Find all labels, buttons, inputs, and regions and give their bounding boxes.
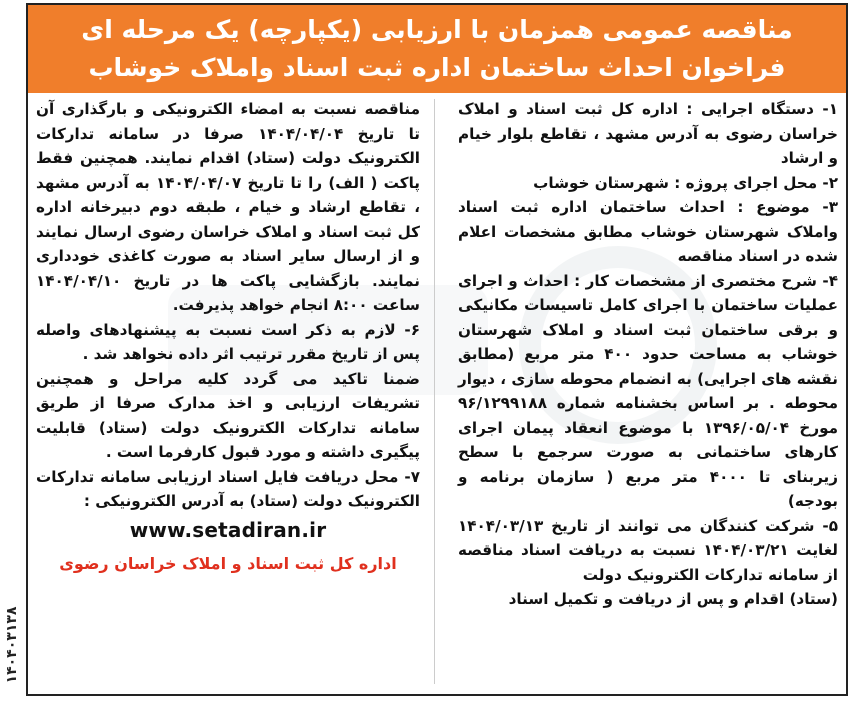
item-2-location: ۲- محل اجرای پروژه : شهرستان خوشاب xyxy=(533,173,838,192)
side-serial-number xyxy=(2,590,22,700)
item-1-agency: ۱- دستگاه اجرایی : اداره کل ثبت اسناد و املاک خراسان رضوی به آدرس مشهد ، تقاطع بلوار خیام و ارشاد xyxy=(458,100,838,167)
item-5-participants: ۵- شرکت کنندگان می توانند از تاریخ ۱۴۰۴/۰۳/۱۳ لغایت ۱۴۰۴/۰۳/۲۱ نسبت به دریافت اسناد مناقصه از سامانه تدارکات الکترونیک دولت xyxy=(458,516,838,584)
item-4-description: ۴- شرح مختصری از مشخصات کار : احداث و اجرای عملیات ساختمان با اجرای کامل تاسیسات مکانیکی و برقی ساختمان ثبت اسناد و املاک شهرستان خوشاب به مساحت حدود ۴۰۰ متر مربع (مطابق نقشه های اجرایی) به انضمام محوطه سازی ، دیوار محوطه . بر اساس بخشنامه شماره ۹۶/۱۲۹۹۱۸۸ مورخ ۱۳۹۶/۰۵/۰۴ با موضوع انعقاد پیمان اجرای کارهای ساختمانی به صورت سرجمع با سطح زیربنای تا ۴۰۰۰ متر مربع ( سازمان برنامه و بودجه) xyxy=(458,271,838,510)
item-7-documents-source: ۷- محل دریافت فایل اسناد ارزیابی سامانه تدارکات الکترونیک دولت (ستاد) به آدرس الکترونیکی : xyxy=(36,467,420,510)
side-serial-text: ۱۴۰۴۰۳۱۳۸ xyxy=(4,606,20,684)
submission-paragraph: مناقصه نسبت به امضاء الکترونیکی و بارگذاری آن تا تاریخ ۱۴۰۴/۰۴/۰۴ صرفا در سامانه تدارکات الکترونیک دولت (ستاد) اقدام نمایند. همچنین فقط پاکت ( الف) را تا تاریخ ۱۴۰۴/۰۴/۰۷ به آدرس مشهد ، تقاطع ارشاد و خیام ، طبقه دوم دبیرخانه اداره کل ثبت اسناد و املاک خراسان رضوی ارسال نمایند و از ارسال سایر اسناد به صورت کاغذی خودداری نمایند. بازگشایی پاکت ها در تاریخ ۱۴۰۴/۰۴/۱۰ ساعت ۸:۰۰ انجام خواهد پذیرفت. xyxy=(36,100,420,314)
column-divider xyxy=(434,99,435,684)
setad-url-link[interactable]: www.setadiran.ir xyxy=(129,517,327,542)
header-title-line2: فراخوان احداث ساختمان اداره ثبت اسناد واملاک خوشاب xyxy=(88,53,786,82)
item-5-continued: (ستاد) اقدام و پس از دریافت و تکمیل اسناد xyxy=(508,590,838,608)
header-title-line1: مناقصه عمومی همزمان با ارزیابی (یکپارچه) یک مرحله ای xyxy=(81,15,793,44)
ad-header xyxy=(28,5,846,93)
left-column xyxy=(36,97,420,577)
emphasis-paragraph: ضمنا تاکید می گردد کلیه مراحل و همچنین تشریفات ارزیابی و اخذ مدارک صرفا از طریق سامانه تدارکات الکترونیک دولت (ستاد) قابلیت پیگیری داشته و مورد قبول کارفرما است . xyxy=(36,369,420,461)
ad-frame xyxy=(26,3,848,696)
item-6-late-bids: ۶- لازم به ذکر است نسبت به پیشنهادهای واصله پس از تاریخ مقرر ترتیب اثر داده نخواهد شد . xyxy=(36,320,420,363)
right-column xyxy=(458,97,838,612)
item-3-subject: ۳- موضوع : احداث ساختمان اداره ثبت اسناد واملاک شهرستان خوشاب مطابق مشخصات اعلام شده در اسناد مناقصه xyxy=(458,198,838,265)
signature-text: اداره کل ثبت اسناد و املاک خراسان رضوی xyxy=(59,554,397,573)
